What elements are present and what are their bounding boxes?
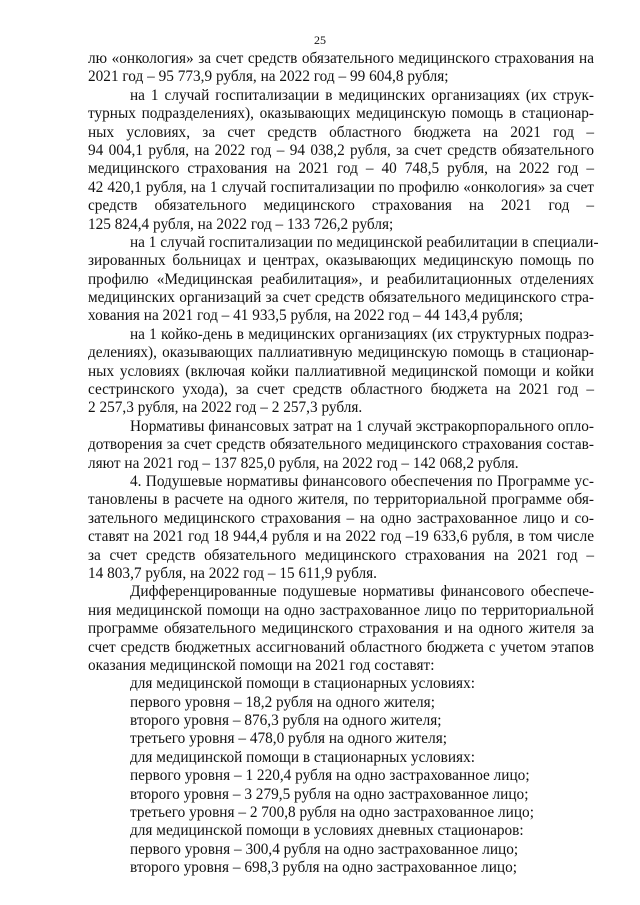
text-line: медицинских организаций за счет средств обязательного медицинского стра- [88,289,594,307]
text-line: для медицинской помощи в стационарных условиях: [130,675,475,693]
text-line: третьего уровня – 2 700,8 рубля на одно застрахованное лицо; [130,804,534,822]
text-line: дотворения за счет средств обязательного медицинского страхования состав- [88,436,594,454]
text-line: 4. Подушевые нормативы финансового обеспечения по Программе ус- [130,472,594,490]
text-line: для медицинской помощи в условиях дневных стационаров: [130,822,524,840]
text-line: счет средств бюджетных ассигнований областного бюджета с учетом этапов [88,638,594,656]
text-line: первого уровня – 300,4 рубля на одно застрахованное лицо; [130,840,519,858]
text-line: лю «онкология» за счет средств обязательного медицинского страхования на [88,50,594,67]
text-line: делениях), оказывающих паллиативную медицинскую помощь в стационар- [88,344,594,362]
text-line: на 1 койко-день в медицинских организациях (их структурных подраз- [130,325,594,343]
text-line: для медицинской помощи в стационарных условиях: [130,748,475,766]
text-line: второго уровня – 698,3 рубля на одно застрахованное лицо; [130,859,517,877]
text-line: профилю «Медицинская реабилитация», и реабилитационных отделениях [88,270,594,288]
text-line: первого уровня – 18,2 рубля на одного жителя; [130,693,435,711]
text-line: третьего уровня – 478,0 рубля на одного жителя; [130,730,447,748]
text-line: за счет средств обязательного медицинского страхования на 2021 год – [88,546,594,564]
text-line: первого уровня – 1 220,4 рубля на одно застрахованное лицо; [130,767,530,785]
text-line: ставят на 2021 год 18 944,4 рубля и на 2022 год –19 633,6 рубля, в том числе [88,528,594,546]
text-line: на 1 случай госпитализации по медицинской реабилитации в специали- [130,233,599,251]
body-text [88,50,599,878]
text-line: 42 420,1 рубля, на 1 случай госпитализации по профилю «онкология» за счет [88,178,594,196]
text-line: 2021 год – 95 773,9 рубля, на 2022 год – 99 604,8 рубля; [88,68,449,86]
text-line: ных условиях (включая койки паллиативной медицинской помощи и койки [88,362,594,380]
text-line: 2 257,3 рубля, на 2022 год – 2 257,3 рубля. [88,399,363,417]
text-line: программе обязательного медицинского страхования и на одного жителя за [88,620,594,638]
text-line: турных подразделениях), оказывающих медицинскую помощь в стационар- [88,105,594,123]
text-line: медицинского страхования на 2021 год – 40 748,5 рубля, на 2022 год – [88,160,594,178]
text-line: оказания медицинской помощи на 2021 год составят: [88,656,435,674]
text-line: Нормативы финансовых затрат на 1 случай экстракорпорального оплo- [130,417,594,435]
text-line: ния медицинской помощи на одно застрахованное лицо по территориальной [88,601,594,619]
page-number: 25 [314,33,326,47]
text-line: средств обязательного медицинского страхования на 2021 год – [88,197,594,215]
text-line: 94 004,1 рубля, на 2022 год – 94 038,2 рубля, за счет средств обязательного [88,141,594,159]
text-line: на 1 случай госпитализации в медицинских организациях (их струк- [130,86,594,104]
text-line: Дифференцированные подушевые нормативы финансового обеспече- [130,583,594,601]
text-line: 125 824,4 рубля, на 2022 год – 133 726,2 рубля; [88,215,394,233]
text-line: зательного медицинского страхования – на одно застрахованное лицо и со- [88,509,594,527]
text-line: второго уровня – 876,3 рубля на одного жителя; [130,712,442,730]
text-line: ных условиях, за счет средств областного бюджета на 2021 год – [88,123,594,141]
text-line: тановлены в расчете на одного жителя, по территориальной программе обя- [88,491,594,509]
text-line: ляют на 2021 год – 137 825,0 рубля, на 2022 год – 142 068,2 рубля. [88,454,519,472]
text-line: зированных больницах и центрах, оказывающих медицинскую помощь по [88,252,594,270]
text-line: 14 803,7 рубля, на 2022 год – 15 611,9 рубля. [88,564,377,582]
text-line: сестринского ухода), за счет средств областного бюджета на 2021 год – [88,381,594,399]
text-line: второго уровня – 3 279,5 рубля на одно застрахованное лицо; [130,785,529,803]
text-line: хования на 2021 год – 41 933,5 рубля, на 2022 год – 44 143,4 рубля; [88,307,524,325]
